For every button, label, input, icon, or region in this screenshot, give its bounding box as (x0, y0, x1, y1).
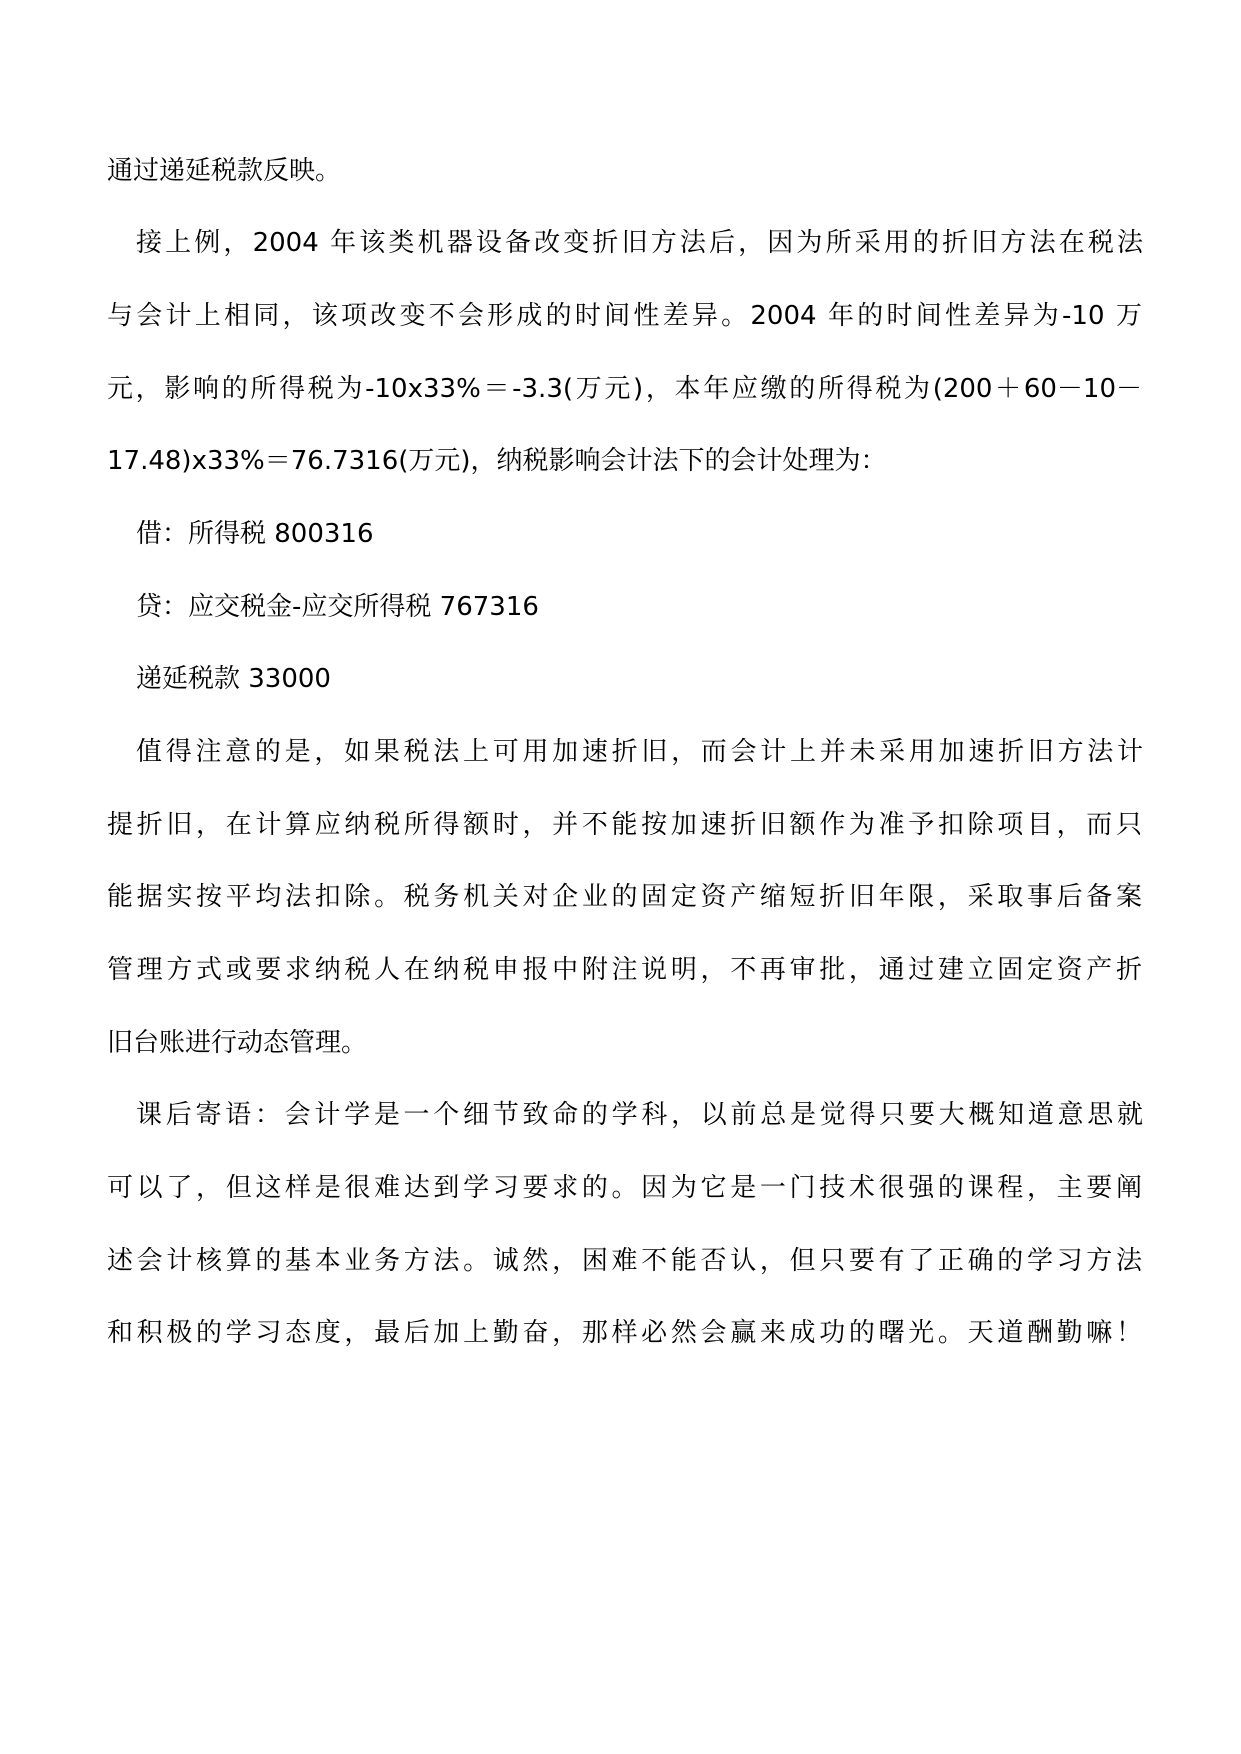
journal-entry-credit-deferred: 递延税款 33000 (136, 664, 331, 694)
body-text-line: 提折旧，在计算应纳税所得额时，并不能按加速折旧额作为准予扣除项目，而只 (107, 810, 1142, 840)
body-text-line: 17.48)x33%＝76.7316(万元)，纳税影响会计法下的会计处理为： (107, 446, 887, 476)
paragraph-first-line: 接上例，2004 年该类机器设备改变折旧方法后，因为所采用的折旧方法在税法 (136, 228, 1143, 258)
paragraph-first-line: 课后寄语：会计学是一个细节致命的学科，以前总是觉得只要大概知道意思就 (136, 1100, 1143, 1130)
body-text-line: 和积极的学习态度，最后加上勤奋，那样必然会赢来成功的曙光。天道酬勤嘛！ (107, 1318, 1142, 1348)
body-text-line: 述会计核算的基本业务方法。诚然，困难不能否认，但只要有了正确的学习方法 (107, 1246, 1142, 1276)
body-text-line: 管理方式或要求纳税人在纳税申报中附注说明，不再审批，通过建立固定资产折 (107, 955, 1142, 985)
journal-entry-credit: 贷：应交税金-应交所得税 767316 (136, 592, 539, 622)
journal-entry-debit: 借：所得税 800316 (136, 519, 374, 549)
body-text-line: 通过递延税款反映。 (107, 156, 342, 186)
body-text-line: 元，影响的所得税为-10x33%＝-3.3(万元)，本年应缴的所得税为(200＋60－10－ (107, 374, 1142, 404)
paragraph-first-line: 值得注意的是，如果税法上可用加速折旧，而会计上并未采用加速折旧方法计 (136, 737, 1143, 767)
body-text-line: 可以了，但这样是很难达到学习要求的。因为它是一门技术很强的课程，主要阐 (107, 1173, 1142, 1203)
body-text-line: 与会计上相同，该项改变不会形成的时间性差异。2004 年的时间性差异为-10 万 (107, 301, 1142, 331)
body-text-line: 能据实按平均法扣除。税务机关对企业的固定资产缩短折旧年限，采取事后备案 (107, 882, 1142, 912)
body-text-line: 旧台账进行动态管理。 (107, 1028, 368, 1058)
